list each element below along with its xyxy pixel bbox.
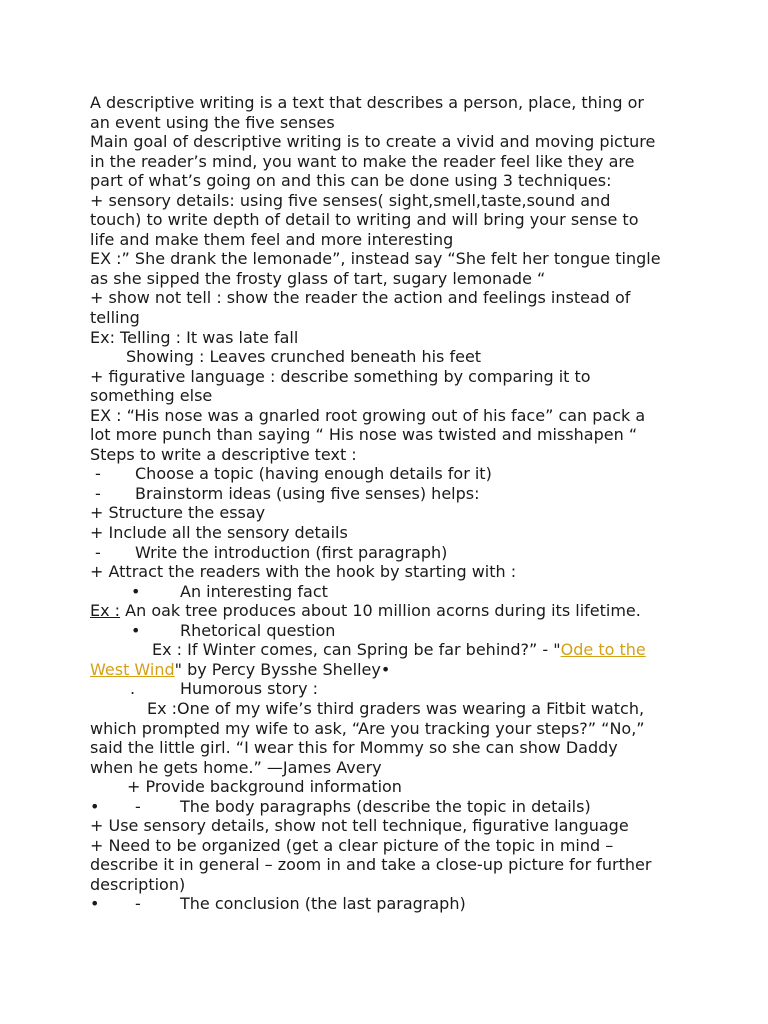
text-line: touch) to write depth of detail to writing and will bring your sense to (90, 210, 639, 230)
list-item (90, 894, 680, 914)
example-line (90, 660, 680, 680)
list-item-text: The body paragraphs (describe the topic in details) (180, 796, 591, 816)
dash-marker: - (135, 796, 141, 816)
text-line: A descriptive writing is a text that describes a person, place, thing or (90, 93, 644, 112)
text-line: + Use sensory details, show not tell technique, figurative language (90, 816, 629, 836)
text-line: EX : “His nose was a gnarled root growing out of his face” can pack a (90, 405, 646, 425)
text-line: lot more punch than saying “ His nose was twisted and misshapen “ (90, 425, 638, 445)
example-line (90, 640, 680, 660)
example-text: Ex : If Winter comes, can Spring be far behind?” - " (152, 640, 561, 660)
list-item (90, 679, 680, 699)
text-line: an event using the five senses (90, 112, 335, 132)
bullet-marker: • (131, 581, 141, 601)
list-item-text: An interesting fact (180, 581, 328, 601)
text-line: + Attract the readers with the hook by starting with : (90, 562, 517, 582)
example-line (90, 601, 680, 621)
text-line: + Include all the sensory details (90, 523, 348, 543)
text-line: description) (90, 874, 186, 894)
poem-link[interactable]: Ode to the (560, 640, 646, 660)
text-line: which prompted my wife to ask, “Are you tracking your steps?” “No,” (90, 718, 645, 738)
bullet-marker: • (90, 894, 100, 914)
text-line: something else (90, 386, 213, 406)
text-line: + figurative language : describe something by comparing it to (90, 366, 591, 386)
text-line: + Provide background information (127, 777, 402, 797)
example-text: An oak tree produces about 10 million acorns during its lifetime. (120, 601, 641, 621)
text-line: as she sipped the frosty glass of tart, sugary lemonade “ (90, 268, 546, 288)
list-item-text: The conclusion (the last paragraph) (180, 894, 466, 914)
list-item (90, 621, 680, 641)
text-line: Steps to write a descriptive text : (90, 444, 357, 464)
list-item-text: Choose a topic (having enough details for it) (135, 464, 492, 484)
text-line: telling (90, 308, 140, 328)
text-line: Ex :One of my wife’s third graders was wearing a Fitbit watch, (147, 698, 645, 718)
text-line: part of what’s going on and this can be done using 3 techniques: (90, 171, 612, 191)
text-line: EX :” She drank the lemonade”, instead say “She felt her tongue tingle (90, 249, 661, 269)
list-item-text: Rhetorical question (180, 620, 336, 640)
dash-marker: - (95, 542, 101, 562)
list-item (90, 464, 680, 484)
text-line: + show not tell : show the reader the action and feelings instead of (90, 288, 631, 308)
list-item (90, 797, 680, 817)
text-line: Ex: Telling : It was late fall (90, 327, 299, 347)
text-line: describe it in general – zoom in and take a close-up picture for further (90, 855, 652, 875)
list-item-text: Humorous story : (180, 679, 319, 699)
dash-marker: - (135, 894, 141, 914)
dot-marker: . (130, 679, 136, 699)
text-line: Showing : Leaves crunched beneath his feet (126, 347, 482, 367)
text-line: life and make them feel and more interesting (90, 229, 454, 249)
list-item-text: Write the introduction (first paragraph) (135, 542, 448, 562)
list-item (90, 484, 680, 504)
bullet-marker: • (131, 620, 141, 640)
text-line: + sensory details: using five senses( sight,smell,taste,sound and (90, 190, 611, 210)
list-item-text: Brainstorm ideas (using five senses) helps: (135, 483, 480, 503)
dash-marker: - (95, 483, 101, 503)
document-body (90, 93, 680, 914)
text-line: when he gets home.” —James Avery (90, 757, 382, 777)
text-line: + Need to be organized (get a clear picture of the topic in mind – (90, 835, 614, 855)
text-line: in the reader’s mind, you want to make the reader feel like they are (90, 151, 635, 171)
example-text: " by Percy Bysshe Shelley• (174, 659, 391, 679)
dash-marker: - (95, 464, 101, 484)
poem-link-continued[interactable]: West Wind (90, 659, 175, 679)
text-line: + Structure the essay (90, 503, 266, 523)
text-line: Main goal of descriptive writing is to create a vivid and moving picture (90, 132, 656, 152)
list-item (90, 543, 680, 563)
bullet-marker: • (90, 796, 100, 816)
example-label: Ex : (90, 601, 121, 621)
text-line: said the little girl. “I wear this for Mommy so she can show Daddy (90, 738, 618, 758)
list-item (90, 582, 680, 602)
